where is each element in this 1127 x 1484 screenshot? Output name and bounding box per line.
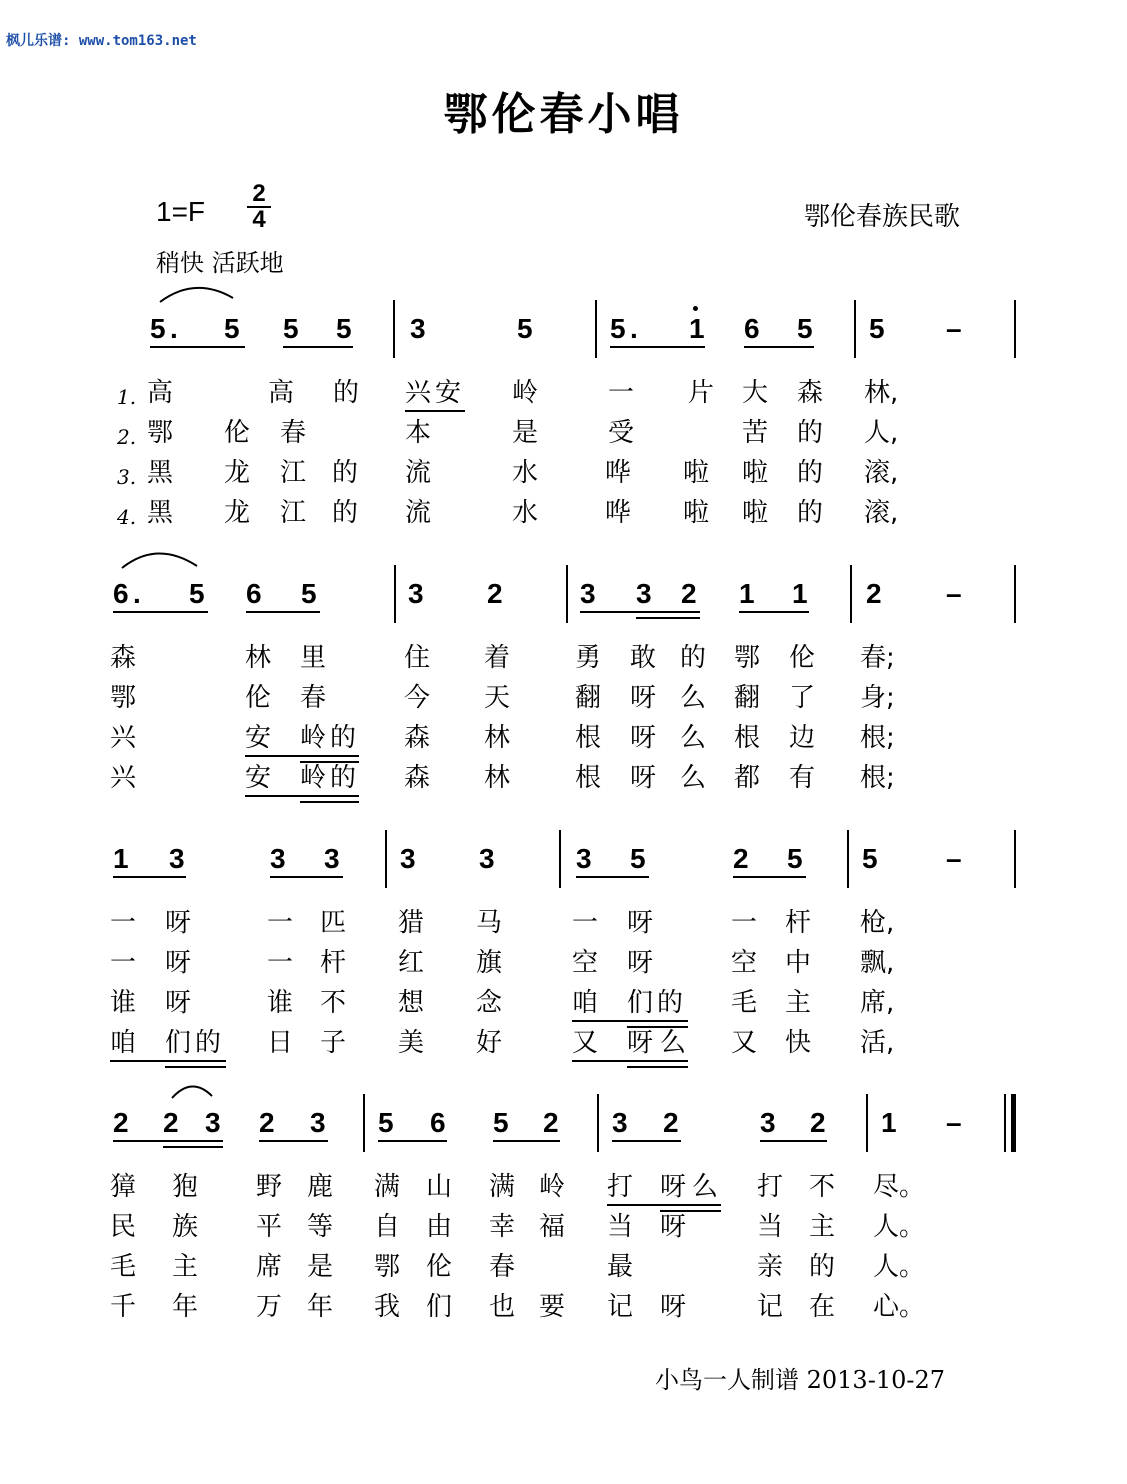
lyric: 一 — [110, 908, 137, 938]
lyric: 日 — [267, 1028, 294, 1058]
lyric: 呀 — [660, 1172, 687, 1202]
lyric: 是 — [307, 1252, 334, 1282]
lyric: 又 — [572, 1028, 599, 1058]
note: 5 — [301, 578, 317, 609]
lyric: 枪, — [860, 908, 895, 938]
composer: 鄂伦春族民歌 — [804, 202, 961, 232]
lyric: 江的 — [280, 458, 385, 488]
lyric: 的 — [809, 1252, 836, 1282]
note: 2 — [487, 578, 503, 609]
lyric: 住 — [404, 643, 431, 673]
note: 5 — [797, 313, 813, 344]
lyric: 猎 — [398, 908, 425, 938]
lyric: 本 — [405, 418, 432, 448]
lyric: 翻 — [575, 683, 602, 713]
lyric: 森 — [110, 643, 137, 673]
note: 3 — [324, 843, 340, 874]
lyric: 的 — [333, 378, 360, 408]
note: 5 — [150, 313, 166, 344]
lyric: 哗 — [605, 458, 632, 488]
lyric: 都 — [734, 763, 761, 793]
lyric: 了 — [789, 683, 816, 713]
lyric: 福 — [539, 1212, 566, 1242]
lyric: 不 — [809, 1172, 836, 1202]
lyric: 受 — [608, 418, 635, 448]
lyric: 的 — [680, 643, 707, 673]
note: 5 — [283, 313, 299, 344]
lyric: 兴安 — [405, 378, 466, 408]
lyric: 呀 — [630, 723, 657, 753]
lyric: 片 — [688, 378, 715, 408]
lyric: 边 — [789, 723, 816, 753]
lyric: 呀 — [660, 1292, 687, 1322]
lyric: 江的 — [280, 498, 385, 528]
meter-top: 2 — [252, 180, 266, 207]
lyric: 安 — [245, 763, 272, 793]
note: 3 — [310, 1107, 326, 1138]
lyric: 獐 — [110, 1172, 137, 1202]
note: 2 — [866, 578, 882, 609]
lyric: 根; — [860, 763, 895, 793]
lyric: 想 — [398, 988, 425, 1018]
lyric: 伦 — [426, 1252, 453, 1282]
lyric: 兴 — [110, 763, 137, 793]
lyric: 人, — [864, 418, 899, 448]
note: 3 — [410, 313, 426, 344]
note: 3 — [576, 843, 592, 874]
lyric: 咱 — [110, 1028, 137, 1058]
lyric: 幸 — [489, 1212, 516, 1242]
lyric: 岭的 — [300, 723, 361, 753]
dash: – — [946, 1107, 962, 1138]
note: 3 — [408, 578, 424, 609]
lyric: 自 — [374, 1212, 401, 1242]
note: 5 — [517, 313, 533, 344]
lyric: 一 — [110, 948, 137, 978]
song-title: 鄂伦春小唱 — [443, 89, 684, 140]
lyric: 流 — [405, 498, 432, 528]
lyric: 林, — [864, 378, 899, 408]
lyric: 记 — [757, 1292, 784, 1322]
lyric: 鄂 — [374, 1252, 401, 1282]
note: 1 — [792, 578, 808, 609]
lyric: 谁 — [110, 988, 137, 1018]
lyric: 滚, — [864, 458, 899, 488]
augmentation-dot: . — [170, 313, 178, 344]
lyric: 打 — [757, 1172, 784, 1202]
lyric: 的 — [797, 418, 824, 448]
lyric: 滚, — [864, 498, 899, 528]
lyric: 杆 — [785, 908, 812, 938]
note: 3 — [612, 1107, 628, 1138]
note: 5 — [189, 578, 205, 609]
lyric: 呀 — [165, 988, 192, 1018]
lyric: 活, — [860, 1028, 895, 1058]
note: 5 — [378, 1107, 394, 1138]
lyric: 今 — [404, 683, 431, 713]
lyric: 的 — [797, 498, 824, 528]
slur — [122, 553, 197, 568]
lyric: 呀 — [627, 948, 654, 978]
note: 3 — [760, 1107, 776, 1138]
lyric: 一 — [608, 378, 635, 408]
lyric: 记 — [607, 1292, 634, 1322]
verse-number: 3. — [117, 465, 137, 489]
note: 2 — [543, 1107, 559, 1138]
lyric: 们的 — [165, 1028, 226, 1058]
lyric: 旗 — [476, 948, 503, 978]
lyric: 打 — [607, 1172, 634, 1202]
lyric: 美 — [398, 1028, 425, 1058]
note: 6 — [430, 1107, 446, 1138]
lyric: 伦 — [789, 643, 816, 673]
lyric: 最 — [607, 1252, 634, 1282]
lyric: 好 — [476, 1028, 503, 1058]
lyric: 么 — [692, 1172, 719, 1202]
lyric: 当 — [757, 1212, 784, 1242]
note: 3 — [479, 843, 495, 874]
lyric: 春 — [489, 1252, 516, 1282]
lyric: 毛 — [731, 988, 758, 1018]
lyric: 根 — [575, 763, 602, 793]
lyric: 主 — [172, 1252, 199, 1282]
lyric: 鄂 — [147, 418, 174, 448]
note: 5 — [630, 843, 646, 874]
note: 1 — [739, 578, 755, 609]
lyric: 林 — [484, 763, 511, 793]
lyric: 哗 — [605, 498, 632, 528]
lyric: 尽。 — [873, 1172, 926, 1202]
lyric: 平 — [256, 1212, 283, 1242]
lyric: 一 — [267, 948, 294, 978]
lyric: 根 — [575, 723, 602, 753]
lyric: 要 — [539, 1292, 566, 1322]
lyric: 么 — [680, 763, 707, 793]
lyric: 们 — [426, 1292, 453, 1322]
lyric: 咱 — [572, 988, 599, 1018]
note: 2 — [663, 1107, 679, 1138]
lyric: 龙 — [224, 458, 251, 488]
lyric: 一 — [731, 908, 758, 938]
lyric: 身; — [860, 683, 895, 713]
dash: – — [946, 578, 962, 609]
lyric: 呀 — [630, 763, 657, 793]
lyric: 年 — [307, 1292, 334, 1322]
note: 3 — [400, 843, 416, 874]
lyric: 呀 — [627, 1028, 654, 1058]
slur — [160, 288, 233, 302]
note: 5 — [869, 313, 885, 344]
lyric: 有 — [789, 763, 816, 793]
note: 3 — [169, 843, 185, 874]
lyric: 根; — [860, 723, 895, 753]
lyric: 啦 — [683, 458, 710, 488]
lyric: 我 — [374, 1292, 401, 1322]
verse-number: 2. — [117, 425, 137, 449]
lyric: 年 — [172, 1292, 199, 1322]
lyric: 呀 — [165, 908, 192, 938]
note: 1 — [881, 1107, 897, 1138]
lyric: 么 — [680, 683, 707, 713]
lyric: 春; — [860, 643, 895, 673]
meter-bottom: 4 — [252, 206, 266, 233]
lyric: 着 — [484, 643, 511, 673]
transcriber-credit: 小鸟一人制谱 2013-10-27 — [655, 1366, 946, 1394]
lyric: 子 — [320, 1028, 347, 1058]
note: 6 — [113, 578, 129, 609]
lyric: 飘, — [860, 948, 895, 978]
lyric: 大 — [742, 378, 769, 408]
lyric: 马 — [476, 908, 503, 938]
note: 3 — [636, 578, 652, 609]
lyric: 山 — [426, 1172, 453, 1202]
note: 2 — [163, 1107, 179, 1138]
lyric: 林 — [484, 723, 511, 753]
verse-number: 1. — [117, 385, 137, 409]
lyric: 谁 — [267, 988, 294, 1018]
lyric: 千 — [110, 1292, 137, 1322]
note: 5 — [610, 313, 626, 344]
note: 5 — [336, 313, 352, 344]
note: 2 — [733, 843, 749, 874]
lyric: 快 — [785, 1028, 812, 1058]
lyric: 狍 — [172, 1172, 199, 1202]
note: 5 — [493, 1107, 509, 1138]
lyric: 敢 — [630, 643, 657, 673]
augmentation-dot: . — [630, 313, 638, 344]
lyric: 又 — [731, 1028, 758, 1058]
note: 2 — [681, 578, 697, 609]
verse-number: 4. — [117, 505, 137, 529]
lyric: 森 — [404, 723, 431, 753]
lyric: 岭的 — [300, 763, 361, 793]
lyric: 啦 — [683, 498, 710, 528]
lyric: 林 — [245, 643, 272, 673]
lyric: 么 — [680, 723, 707, 753]
lyric: 们的 — [627, 988, 688, 1018]
lyric: 根 — [734, 723, 761, 753]
lyric: 不 — [320, 988, 347, 1018]
lyric: 鄂 — [110, 683, 137, 713]
lyric: 啦 — [742, 458, 769, 488]
lyric: 一 — [267, 908, 294, 938]
lyric: 呀 — [165, 948, 192, 978]
augmentation-dot: . — [133, 578, 141, 609]
lyric: 兴 — [110, 723, 137, 753]
lyric: 满 — [374, 1172, 401, 1202]
lyric: 毛 — [110, 1252, 137, 1282]
dash: – — [946, 313, 962, 344]
lyric: 么 — [660, 1028, 687, 1058]
lyric: 匹 — [320, 908, 347, 938]
note: 5 — [862, 843, 878, 874]
lyric: 念 — [476, 988, 503, 1018]
lyric: 高 — [268, 378, 295, 408]
lyric: 当 — [607, 1212, 634, 1242]
lyric: 天 — [484, 683, 511, 713]
lyric: 主 — [785, 988, 812, 1018]
lyric: 里 — [300, 643, 327, 673]
note: 6 — [246, 578, 262, 609]
lyric: 啦 — [742, 498, 769, 528]
lyric: 中 — [785, 948, 812, 978]
lyric: 勇 — [575, 643, 602, 673]
lyric: 杆 — [320, 948, 347, 978]
note: 1 — [689, 313, 705, 344]
lyric: 族 — [172, 1212, 199, 1242]
lyric: 一 — [572, 908, 599, 938]
lyric: 高 — [147, 378, 174, 408]
lyric: 心。 — [873, 1292, 926, 1322]
lyric: 万 — [256, 1292, 283, 1322]
lyric: 空 — [572, 948, 599, 978]
lyric: 席, — [860, 988, 895, 1018]
lyric: 在 — [809, 1292, 836, 1322]
lyric: 流 — [405, 458, 432, 488]
lyric: 黑 — [147, 498, 174, 528]
lyric: 的 — [797, 458, 824, 488]
lyric: 伦 — [245, 683, 272, 713]
note: 6 — [744, 313, 760, 344]
lyric: 民 — [110, 1212, 137, 1242]
note: 3 — [270, 843, 286, 874]
lyric: 鹿 — [307, 1172, 334, 1202]
lyric: 伦 — [224, 418, 251, 448]
lyric: 人。 — [873, 1212, 926, 1242]
lyric: 呀 — [630, 683, 657, 713]
note: 3 — [580, 578, 596, 609]
lyric: 满 — [489, 1172, 516, 1202]
note: 2 — [259, 1107, 275, 1138]
lyric: 等 — [307, 1212, 334, 1242]
lyric: 翻 — [734, 683, 761, 713]
lyric: 鄂 — [734, 643, 761, 673]
note: 1 — [113, 843, 129, 874]
lyric: 野 — [256, 1172, 283, 1202]
lyric: 是 — [512, 418, 539, 448]
lyric: 席 — [256, 1252, 283, 1282]
note: 5 — [787, 843, 803, 874]
lyric: 黑 — [147, 458, 174, 488]
lyric: 水 — [512, 498, 539, 528]
lyric: 由 — [426, 1212, 453, 1242]
watermark: 枫儿乐谱: www.tom163.net — [6, 33, 197, 49]
lyric: 也 — [489, 1292, 516, 1322]
lyric: 春 — [280, 418, 307, 448]
lyric: 空 — [731, 948, 758, 978]
note: 2 — [113, 1107, 129, 1138]
lyric: 岭 — [512, 378, 539, 408]
lyric: 森 — [404, 763, 431, 793]
lyric: 人。 — [873, 1252, 926, 1282]
lyric: 红 — [398, 948, 425, 978]
lyric: 龙 — [224, 498, 251, 528]
lyric: 苦 — [742, 418, 769, 448]
lyric: 呀 — [660, 1212, 687, 1242]
dash: – — [946, 843, 962, 874]
note: 5 — [224, 313, 240, 344]
lyric: 主 — [809, 1212, 836, 1242]
lyric: 安 — [245, 723, 272, 753]
note: 3 — [205, 1107, 221, 1138]
lyric: 亲 — [757, 1252, 784, 1282]
note: 2 — [810, 1107, 826, 1138]
lyric: 岭 — [539, 1172, 566, 1202]
key-signature: 1=F — [156, 196, 206, 227]
lyric: 春 — [300, 683, 327, 713]
lyric: 水 — [512, 458, 539, 488]
slur — [172, 1086, 212, 1098]
lyric: 森 — [797, 378, 824, 408]
lyric: 呀 — [627, 908, 654, 938]
tempo-marking: 稍快 活跃地 — [156, 249, 284, 277]
